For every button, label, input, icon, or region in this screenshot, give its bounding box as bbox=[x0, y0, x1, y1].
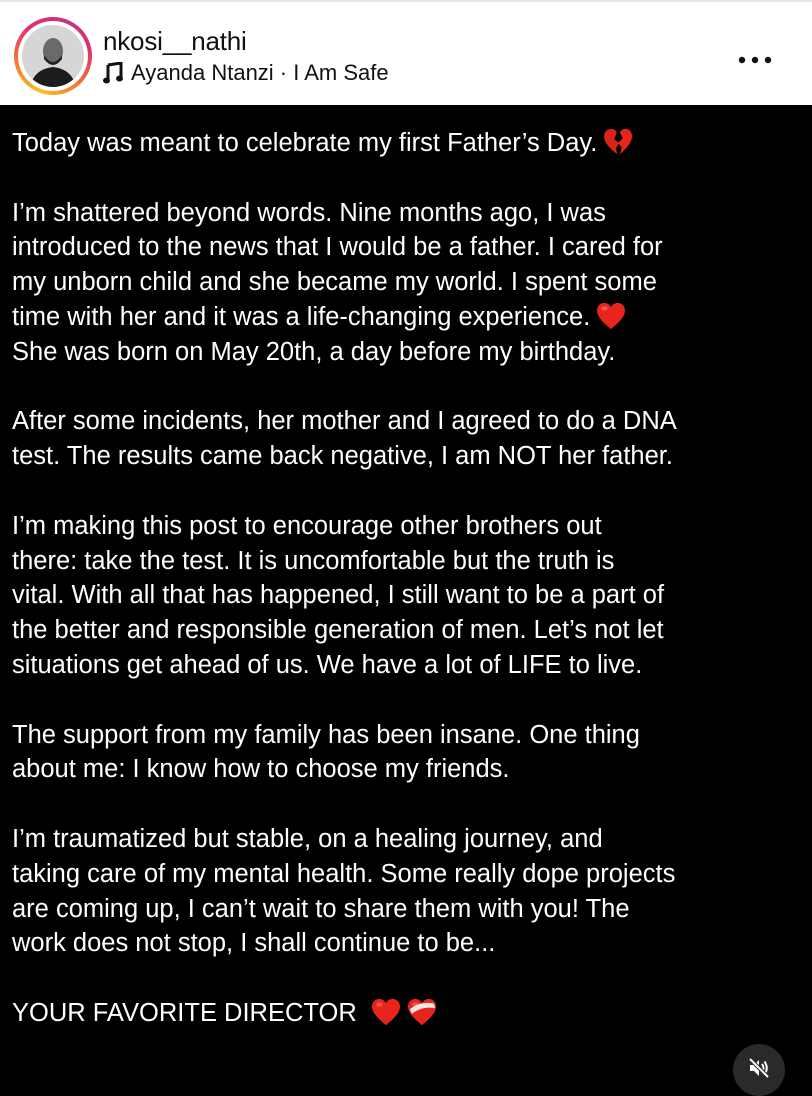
post-line: are coming up, I can’t wait to share them with you! The bbox=[12, 894, 630, 923]
post-line: She was born on May 20th, a day before my birthday. bbox=[12, 337, 616, 366]
post-line: test. The results came back negative, I am NOT her father. bbox=[12, 442, 673, 471]
mute-toggle-button[interactable] bbox=[733, 1044, 785, 1096]
profile-photo bbox=[22, 25, 84, 87]
post-line: there: take the test. It is uncomfortable but the truth is bbox=[12, 546, 615, 575]
audio-track-link[interactable] bbox=[103, 60, 389, 86]
post-line: I’m shattered beyond words. Nine months ago, I was bbox=[12, 198, 606, 227]
post-line: situations get ahead of us. We have a lot of LIFE to live. bbox=[12, 650, 643, 679]
more-options-button[interactable] bbox=[738, 44, 772, 70]
avatar[interactable] bbox=[22, 25, 84, 87]
story-ring[interactable] bbox=[14, 17, 92, 95]
post-line: time with her and it was a life-changing experience. bbox=[12, 300, 677, 335]
speaker-muted-icon bbox=[747, 1056, 771, 1080]
red-heart-icon bbox=[596, 302, 626, 330]
broken-heart-icon bbox=[603, 128, 633, 156]
post-line: introduced to the news that I would be a father. I cared for bbox=[12, 233, 663, 262]
more-horizontal-icon bbox=[738, 56, 772, 64]
post-line: the better and responsible generation of men. Let’s not let bbox=[12, 616, 664, 645]
audio-track-label: Ayanda Ntanzi · I Am Safe bbox=[131, 60, 389, 85]
post-line: I’m making this post to encourage other brothers out bbox=[12, 511, 602, 540]
post-line: vital. With all that has happened, I still want to be a part of bbox=[12, 581, 665, 610]
post-line: YOUR FAVORITE DIRECTOR bbox=[12, 996, 677, 1031]
red-heart-icon bbox=[371, 998, 401, 1026]
post-text bbox=[12, 126, 677, 1031]
post-line: The support from my family has been insane. One thing bbox=[12, 720, 640, 749]
post-line: my unborn child and she became my world. I spent some bbox=[12, 268, 657, 297]
post-line: Today was meant to celebrate my first Father’s Day. bbox=[12, 126, 677, 161]
post-line: After some incidents, her mother and I agreed to do a DNA bbox=[12, 407, 677, 436]
mending-heart-icon bbox=[407, 998, 437, 1026]
music-note-icon bbox=[103, 62, 123, 84]
post-line: taking care of my mental health. Some really dope projects bbox=[12, 859, 676, 888]
post-header bbox=[0, 0, 812, 105]
post-line: I’m traumatized but stable, on a healing journey, and bbox=[12, 824, 603, 853]
post-line: about me: I know how to choose my friends. bbox=[12, 755, 510, 784]
post-line: work does not stop, I shall continue to be... bbox=[12, 929, 496, 958]
username[interactable]: nkosi__nathi bbox=[103, 26, 247, 56]
